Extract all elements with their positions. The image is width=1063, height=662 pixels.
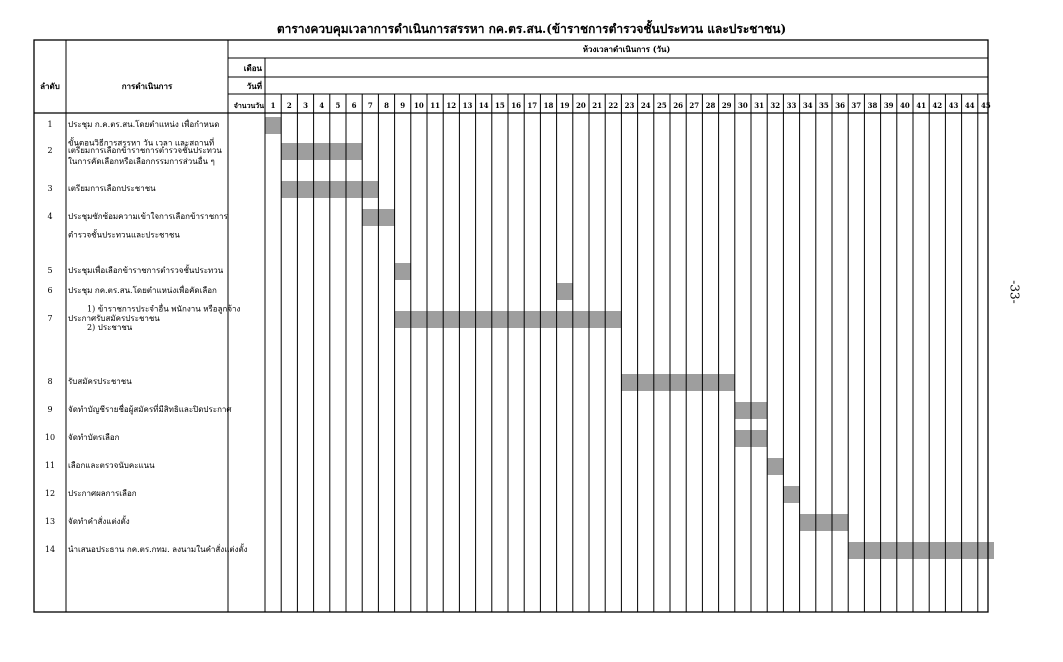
day-number: 39 xyxy=(883,101,894,110)
gantt-bar-row-1 xyxy=(265,117,281,134)
header-order: ลำดับ xyxy=(40,81,60,91)
gantt-bar-row-13 xyxy=(800,514,849,531)
activity-text: ประชุมเพื่อเลือกข้าราชการตำรวจชั้นประทวน xyxy=(68,266,224,275)
row-number: 14 xyxy=(44,545,56,554)
row-number: 10 xyxy=(44,433,56,442)
activity-text: ประชุม กค.ตร.สน.โดยตำแหน่งเพื่อคัดเลือก xyxy=(68,286,217,295)
day-number: 21 xyxy=(592,101,602,110)
day-number: 15 xyxy=(495,101,505,110)
header-month: เดือน xyxy=(243,63,262,73)
day-number: 30 xyxy=(738,101,748,110)
row-number: 11 xyxy=(44,461,56,470)
row-number: 6 xyxy=(47,286,53,295)
day-number: 5 xyxy=(335,101,341,110)
day-number: 24 xyxy=(640,101,651,110)
row-number: 12 xyxy=(44,489,56,498)
activity-text: ประกาศผลการเลือก xyxy=(68,489,137,498)
day-number: 40 xyxy=(900,101,910,110)
activity-text: นำเสนอประธาน กค.ตร.กทม. ลงนามในคำสั่งแต่งตั้ง xyxy=(68,545,248,554)
activity-text: 1) ข้าราชการประจำอื่น พนักงาน หรือลูกจ้าง xyxy=(87,304,241,314)
page-number: -33- xyxy=(1007,280,1022,304)
row-number: 8 xyxy=(47,377,53,386)
day-number: 12 xyxy=(446,101,457,110)
day-number: 32 xyxy=(770,101,781,110)
day-number: 42 xyxy=(932,101,943,110)
day-number: 1 xyxy=(270,101,276,110)
day-number: 43 xyxy=(948,101,959,110)
activity-text: เตรียมการเลือกประชาชน xyxy=(68,184,156,193)
row-number: 1 xyxy=(47,120,53,129)
activity-text: ในการคัดเลือกหรือเลือกกรรมการส่วนอื่น ๆ xyxy=(68,157,215,166)
activity-text: ประกาศรับสมัครประชาชน xyxy=(68,314,160,323)
day-number: 37 xyxy=(851,101,862,110)
gantt-bar-row-5 xyxy=(395,263,411,280)
day-number: 13 xyxy=(462,101,473,110)
activity-text: ประชุม ก.ค.ตร.สน.โดยตำแหน่ง เพื่อกำหนด xyxy=(68,120,220,129)
activity-text: ตำรวจชั้นประทวนและประชาชน xyxy=(68,230,180,240)
day-number: 6 xyxy=(351,101,357,110)
day-number: 29 xyxy=(721,101,732,110)
row-number: 7 xyxy=(47,314,53,323)
day-number: 10 xyxy=(414,101,424,110)
activity-text: จัดทำบัตรเลือก xyxy=(68,433,120,442)
day-number: 38 xyxy=(867,101,878,110)
day-number: 27 xyxy=(689,101,700,110)
day-number: 3 xyxy=(303,101,308,110)
day-number: 22 xyxy=(608,101,619,110)
page-title: ตารางควบคุมเวลาการดำเนินการสรรหา กค.ตร.สน.(ข้าราชการตำรวจชั้นประทวน และประชาชน) xyxy=(276,22,787,36)
gantt-bar-row-8 xyxy=(621,374,734,391)
gantt-bar-row-14 xyxy=(848,542,994,559)
header-period: ห้วงเวลาดำเนินการ (วัน) xyxy=(582,44,671,54)
day-number: 17 xyxy=(527,101,538,110)
row-number: 2 xyxy=(47,146,53,155)
day-number: 16 xyxy=(511,101,521,110)
gantt-bar-row-2 xyxy=(281,143,362,160)
day-number: 2 xyxy=(286,101,292,110)
gantt-bar-row-6 xyxy=(557,283,573,300)
day-number: 44 xyxy=(964,101,975,110)
day-number: 31 xyxy=(754,101,764,110)
row-number: 4 xyxy=(47,212,53,221)
gantt-bar-row-12 xyxy=(783,486,799,503)
day-number: 4 xyxy=(319,101,325,110)
day-number: 19 xyxy=(559,101,570,110)
day-number: 41 xyxy=(916,101,926,110)
activity-text: เตรียมการเลือกข้าราชการตำรวจชั้นประทวน xyxy=(68,146,222,155)
activity-text: 2) ประชาชน xyxy=(87,323,133,332)
header-date: วันที่ xyxy=(246,81,262,91)
activity-text: ขั้นตอนวิธีการสรรหา วัน เวลา และสถานที่ xyxy=(68,138,215,148)
day-number: 8 xyxy=(384,101,389,110)
header-days-count: จำนวนวัน xyxy=(233,101,264,110)
row-number: 3 xyxy=(47,184,53,193)
day-number: 34 xyxy=(802,101,813,110)
day-number: 14 xyxy=(478,101,489,110)
activity-text: ประชุมซักซ้อมความเข้าใจการเลือกข้าราชการ xyxy=(68,212,228,221)
day-number: 33 xyxy=(786,101,797,110)
activity-text: จัดทำบัญชีรายชื่อผู้สมัครที่มีสิทธิและปิดประกาศ xyxy=(68,405,232,414)
day-number: 20 xyxy=(576,101,586,110)
day-number: 35 xyxy=(819,101,829,110)
day-number: 36 xyxy=(835,101,845,110)
header-activity: การดำเนินการ xyxy=(121,81,173,91)
day-number: 9 xyxy=(400,101,406,110)
day-number: 45 xyxy=(981,101,991,110)
activity-text: จัดทำคำสั่งแต่งตั้ง xyxy=(68,517,130,526)
activity-text: รับสมัครประชาชน xyxy=(68,377,132,386)
day-number: 23 xyxy=(624,101,635,110)
row-number: 9 xyxy=(47,405,53,414)
row-number: 13 xyxy=(44,517,56,526)
activity-text: เลือกและตรวจนับคะแนน xyxy=(68,461,155,470)
day-number: 7 xyxy=(367,101,373,110)
day-number: 28 xyxy=(705,101,716,110)
gantt-bar-row-11 xyxy=(767,458,783,475)
day-number: 25 xyxy=(657,101,667,110)
day-number: 18 xyxy=(543,101,554,110)
row-number: 5 xyxy=(47,266,53,275)
day-number: 11 xyxy=(430,101,440,110)
day-number: 26 xyxy=(673,101,683,110)
